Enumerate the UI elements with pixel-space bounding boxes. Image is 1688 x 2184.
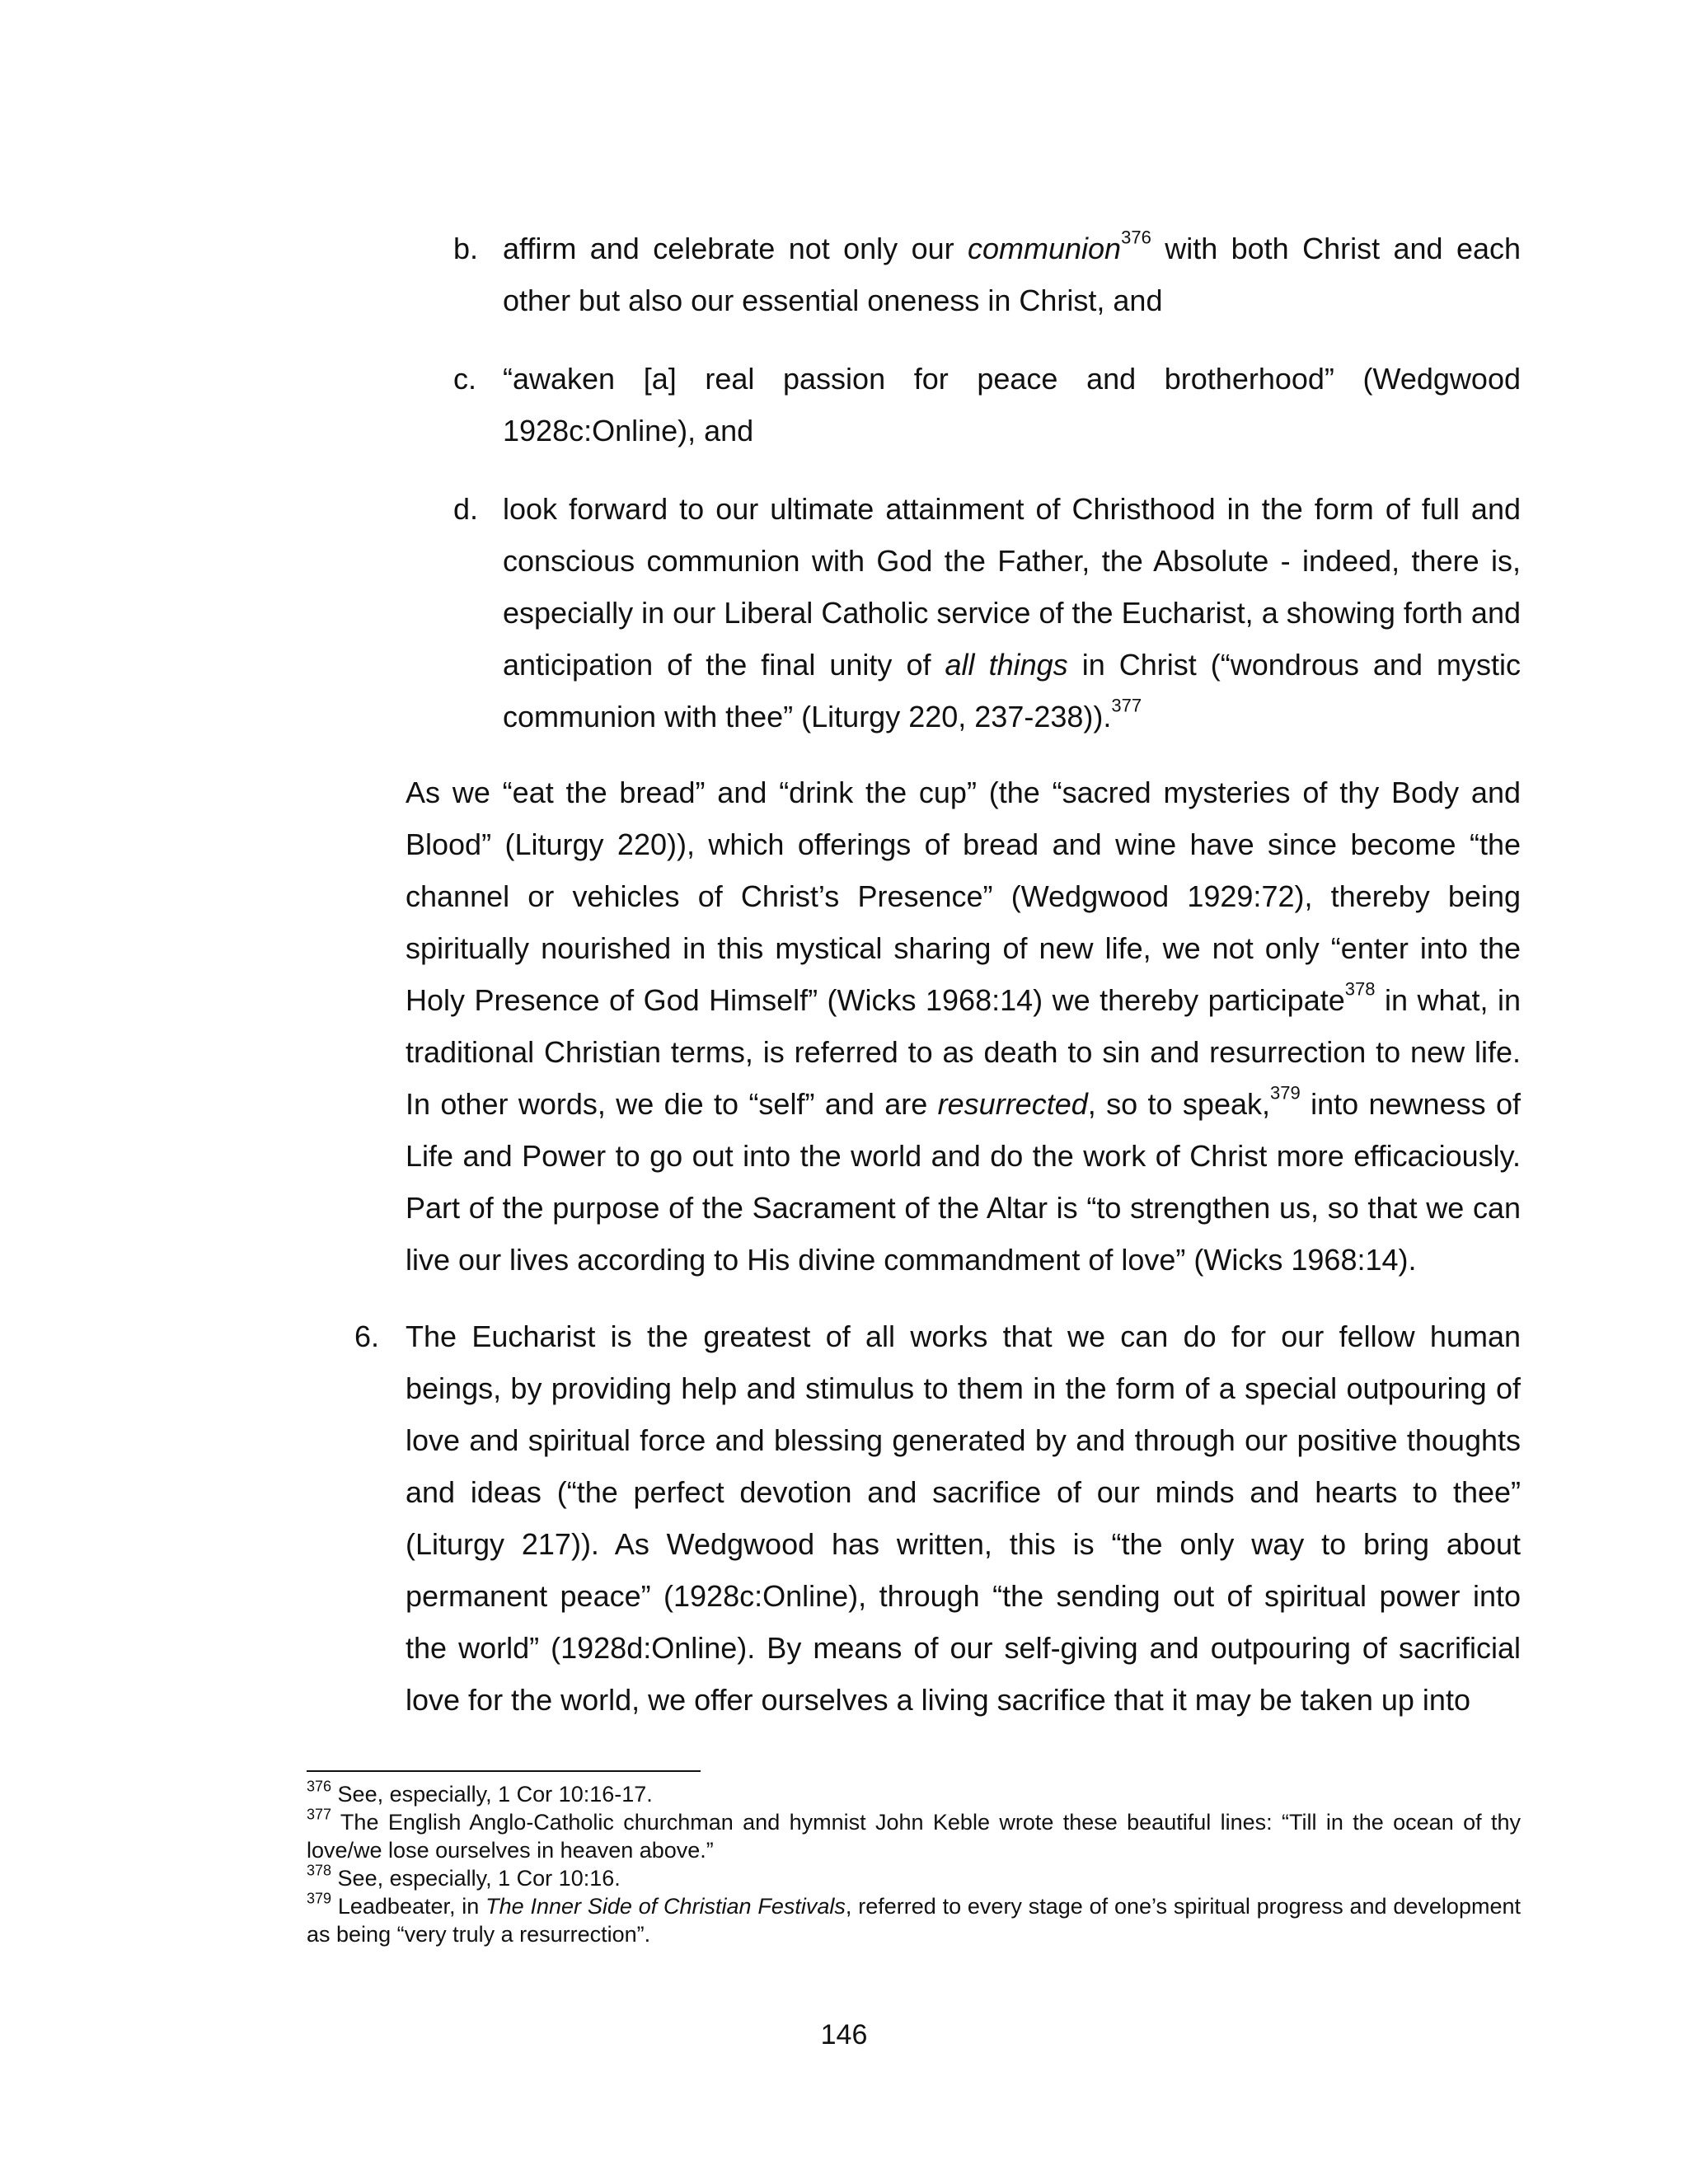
list-marker-d: d.	[453, 492, 479, 526]
footnote-376: $^{376}$ See, especially, 1 Cor 10:16-17.	[307, 1778, 653, 1807]
footnote-379: $^{379}$ Leadbeater, in The Inner Side of Christian Festivals, referred to every stage of one’s spiritual progress and development as being “very truly a resurrection”.	[307, 1890, 1521, 1947]
footnote-ref-379[interactable]: 379	[1270, 1082, 1301, 1104]
footnote-377: $^{377}$ The English Anglo-Catholic churchman and hymnist John Keble wrote these beautiful lines: “Till in the ocean of thy love/we lose ourselves in heaven above.”	[307, 1806, 1521, 1863]
list-item-c: “awaken [a] real passion for peace and brotherhood” (Wedgwood 1928c:Online), and	[503, 362, 1521, 448]
body-paragraph: As we “eat the bread” and “drink the cup” (the “sacred mysteries of thy Body and Blood” (Liturgy 220)), which offerings of bread and wine have since become “the channel or vehicles of Christ’s Presence” (Wedgwood 1929:72), thereby being spiritually nourished in this mystical sharing of new life, we not only “enter into the Holy Presence of God Himself” (Wicks 1968:14) we thereby participate$^{378}$ in what, in traditional Christian terms, is referred to as death to sin and resurrection to new life. In other words, we die to “self” and are resurrected, so to speak,$^{379}$ into newness of Life and Power to go out into the world and do the work of Christ more efficaciously. Part of the purpose of the Sacrament of the Altar is “to strengthen us, so that we can live our lives according to His divine commandment of love” (Wicks 1968:14).	[406, 776, 1521, 1277]
footnote-378: $^{378}$ See, especially, 1 Cor 10:16.	[307, 1862, 621, 1891]
footnote-ref-376[interactable]: 376	[1121, 227, 1151, 248]
footnote-ref-378[interactable]: 378	[1344, 978, 1376, 1000]
list-item-b: affirm and celebrate not only our communion$^{376}$ with both Christ and each other but also our essential oneness in Christ, and	[503, 227, 1522, 317]
list-item-6: The Eucharist is the greatest of all works that we can do for our fellow human beings, by providing help and stimulus to them in the form of a special outpouring of love and spiritual force and blessing generated by and through our positive thoughts and ideas (“the perfect devotion and sacrifice of our minds and hearts to thee” (Liturgy 217)). As Wedgwood has written, this is “the only way to bring about permanent peace” (1928c:Online), through “the sending out of spiritual power into the world” (1928d:Online). By means of our self-giving and outpouring of sacrificial love for the world, we offer ourselves a living sacrifice that it may be taken up into	[406, 1319, 1521, 1717]
list-item-d: look forward to our ultimate attainment of Christhood in the form of full and conscious communion with God the Father, the Absolute - indeed, there is, especially in our Liberal Catholic service of the Eucharist, a showing forth and anticipation of the final unity of all things in Christ (“wondrous and mystic communion with thee” (Liturgy 220, 237-238)).$^{377}$	[503, 492, 1521, 733]
list-marker-c: c.	[453, 362, 477, 396]
footnote-separator	[307, 1770, 701, 1772]
list-marker-6: 6.	[354, 1319, 380, 1353]
page-number: 146	[820, 2019, 868, 2050]
footnote-ref-377[interactable]: 377	[1111, 695, 1142, 716]
list-marker-b: b.	[453, 232, 479, 265]
